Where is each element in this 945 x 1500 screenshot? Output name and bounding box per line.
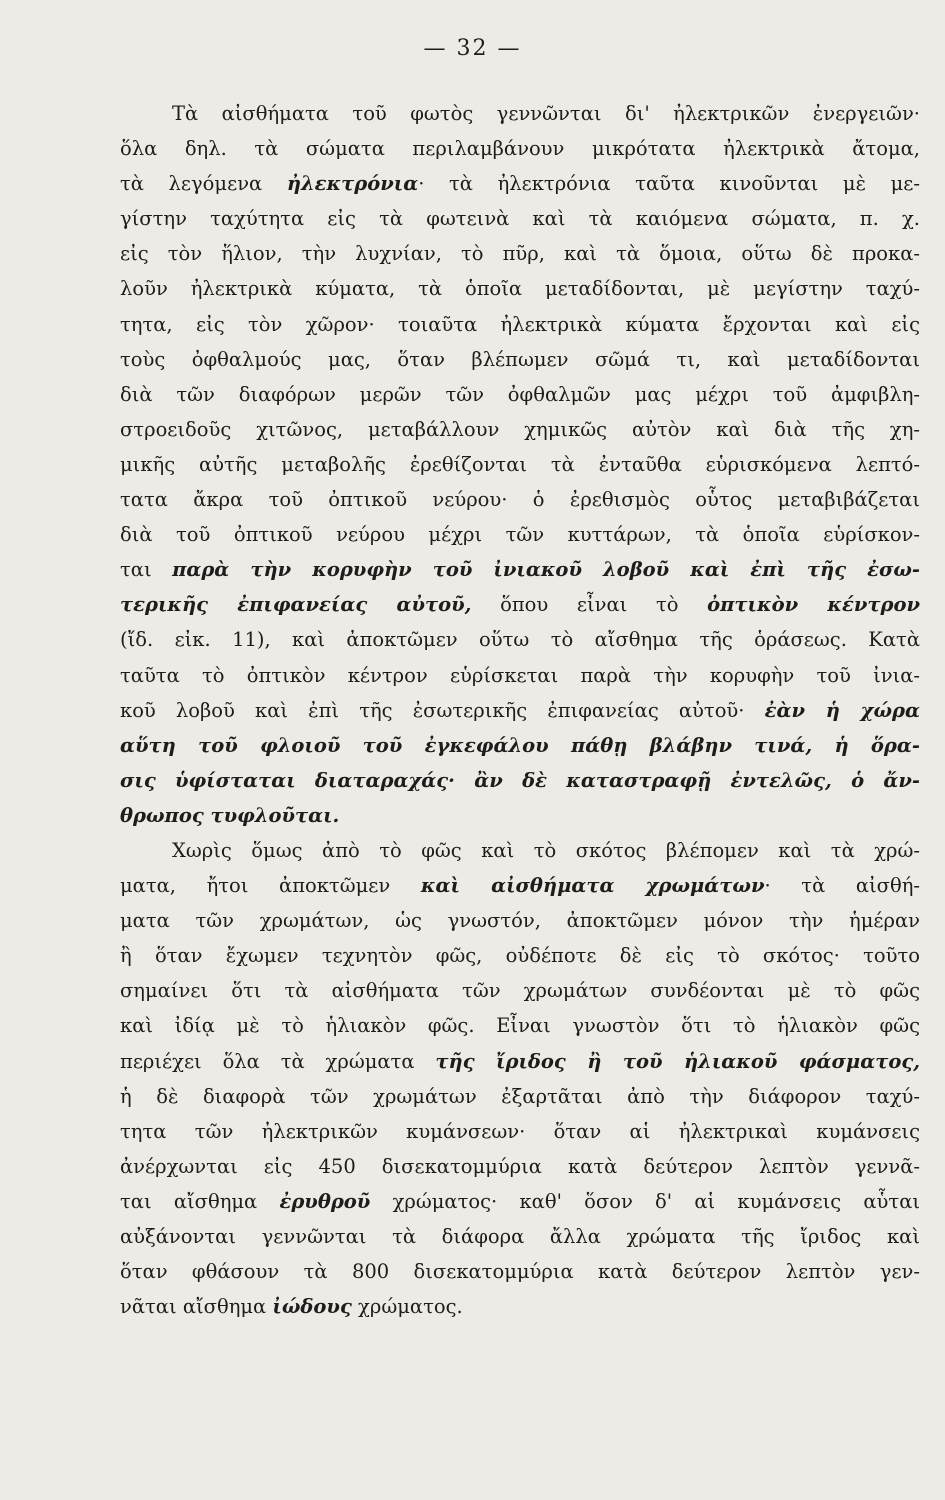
text-line — [120, 1044, 920, 1079]
text-segment: ταῦτα τὸ ὀπτικὸν κέντρον εὑρίσκεται παρὰ τὴν κορυφὴν τοῦ ἰνια- — [120, 663, 920, 687]
text-segment: · τὰ ἠλεκτρόνια ταῦτα κινοῦνται μὲ με- — [418, 172, 920, 196]
text-line — [120, 271, 920, 306]
emphasized-text: σις ὑφίσταται διαταραχάς· ἂν δὲ καταστραφῇ ἐντελῶς, ὁ ἄν- — [120, 768, 920, 792]
text-line — [120, 1254, 920, 1289]
text-line — [120, 658, 920, 693]
text-segment: διὰ τῶν διαφόρων μερῶν τῶν ὀφθαλμῶν μας μέχρι τοῦ ἀμφιβλη- — [120, 382, 920, 406]
text-segment: μικῆς αὐτῆς μεταβολῆς ἐρεθίζονται τὰ ἐνταῦθα εὑρισκόμενα λεπτό- — [120, 452, 920, 476]
text-segment: κοῦ λοβοῦ καὶ ἐπὶ τῆς ἐσωτερικῆς ἐπιφανείας αὐτοῦ· — [120, 698, 765, 722]
text-segment: νᾶται αἴσθημα — [120, 1295, 273, 1319]
text-line — [120, 236, 920, 271]
text-segment: ἢ ὅταν ἔχωμεν τεχνητὸν φῶς, οὐδέποτε δὲ εἰς τὸ σκότος· τοῦτο — [120, 944, 920, 968]
emphasized-text: θρωπος τυφλοῦται. — [120, 803, 340, 827]
text-line — [120, 1008, 920, 1043]
text-line — [120, 377, 920, 412]
text-line — [120, 307, 920, 342]
text-segment: αὐξάνονται γεννῶνται τὰ διάφορα ἄλλα χρώματα τῆς ἴριδος καὶ — [120, 1225, 920, 1248]
text-line — [120, 1079, 920, 1114]
text-segment: Χωρὶς ὅμως ἀπὸ τὸ φῶς καὶ τὸ σκότος βλέπομεν καὶ τὰ χρώ- — [172, 838, 920, 862]
text-segment: ματα τῶν χρωμάτων, ὡς γνωστόν, ἀποκτῶμεν μόνον τὴν ἡμέραν — [120, 909, 920, 933]
text-line — [120, 587, 920, 622]
text-segment: γίστην ταχύτητα εἰς τὰ φωτεινὰ καὶ τὰ καιόμενα σώματα, π. χ. — [120, 207, 920, 231]
text-segment: τητα τῶν ἠλεκτρικῶν κυμάνσεων· ὅταν αἱ ἠλεκτρικαὶ κυμάνσεις — [120, 1119, 920, 1143]
text-line — [120, 903, 920, 938]
text-line — [120, 693, 920, 728]
emphasized-text: τῆς ἴριδος ἢ τοῦ ἡλιακοῦ φάσματος, — [435, 1049, 920, 1073]
text-segment: ἡ δὲ διαφορὰ τῶν χρωμάτων ἐξαρτᾶται ἀπὸ τὴν διάφορον ταχύ- — [120, 1084, 920, 1108]
emphasized-text: ἠλεκτρόνια — [286, 172, 419, 196]
text-line — [120, 517, 920, 552]
text-line — [120, 868, 920, 903]
text-line — [120, 552, 920, 587]
emphasized-text: τερικῆς ἐπιφανείας αὐτοῦ, — [120, 593, 472, 617]
text-segment: τατα ἄκρα τοῦ ὀπτικοῦ νεύρου· ὁ ἐρεθισμὸς οὗτος μεταβιβάζεται — [120, 488, 920, 512]
text-segment: σημαίνει ὅτι τὰ αἰσθήματα τῶν χρωμάτων συνδέονται μὲ τὸ φῶς — [120, 979, 920, 1003]
emphasized-text: ὀπτικὸν κέντρον — [707, 593, 921, 617]
text-line — [120, 763, 920, 798]
text-segment: χρώματος. — [351, 1295, 463, 1319]
text-line — [120, 798, 920, 833]
text-segment: τητα, εἰς τὸν χῶρον· τοιαῦτα ἠλεκτρικὰ κύματα ἔρχονται καὶ εἰς — [120, 312, 920, 336]
text-line — [120, 1114, 920, 1149]
text-segment: στροειδοῦς χιτῶνος, μεταβάλλουν χημικῶς αὐτὸν καὶ διὰ τῆς χη- — [120, 417, 920, 441]
text-line — [120, 482, 920, 517]
text-segment: ὅλα δηλ. τὰ σώματα περιλαμβάνουν μικρότατα ἠλεκτρικὰ ἄτομα, — [120, 137, 920, 161]
text-line — [120, 447, 920, 482]
text-segment: Τὰ αἰσθήματα τοῦ φωτὸς γεννῶνται δι' ἠλεκτρικῶν ἐνεργειῶν· — [172, 102, 920, 125]
emphasized-text: παρὰ τὴν κορυφὴν τοῦ ἰνιακοῦ λοβοῦ καὶ ἐπὶ τῆς ἐσω- — [172, 558, 920, 582]
text-segment: (ἴδ. εἰκ. 11), καὶ ἀποκτῶμεν οὕτω τὸ αἴσθημα τῆς ὁράσεως. Κατὰ — [120, 628, 920, 652]
text-line — [120, 1149, 920, 1184]
text-line — [120, 1289, 920, 1324]
emphasized-text: αὕτη τοῦ φλοιοῦ τοῦ ἐγκεφάλου πάθῃ βλάβην τινά, ἡ ὅρα- — [120, 733, 920, 757]
text-segment: ὅταν φθάσουν τὰ 800 δισεκατομμύρια κατὰ δεύτερον λεπτὸν γεν- — [120, 1260, 920, 1284]
text-segment: χρώματος· καθ' ὅσον δ' αἱ κυμάνσεις αὗται — [370, 1189, 921, 1213]
text-segment: τοὺς ὀφθαλμούς μας, ὅταν βλέπωμεν σῶμά τι, καὶ μεταδίδονται — [120, 347, 920, 371]
text-line — [120, 201, 920, 236]
text-line — [120, 96, 920, 131]
text-segment: ται αἴσθημα — [120, 1189, 280, 1213]
text-line — [120, 342, 920, 377]
text-segment: διὰ τοῦ ὀπτικοῦ νεύρου μέχρι τῶν κυττάρων, τὰ ὁποῖα εὑρίσκον- — [120, 523, 920, 547]
text-segment: περιέχει ὅλα τὰ χρώματα — [120, 1049, 436, 1073]
emphasized-text: ἐὰν ἡ χώρα — [764, 698, 920, 722]
emphasized-text: καὶ αἰσθήματα χρωμάτων — [420, 874, 765, 898]
text-line — [120, 622, 920, 657]
text-line — [120, 1219, 920, 1254]
text-line — [120, 973, 920, 1008]
text-line — [120, 131, 920, 166]
text-segment: τὰ λεγόμενα — [120, 172, 287, 196]
text-segment: λοῦν ἠλεκτρικὰ κύματα, τὰ ὁποῖα μεταδίδονται, μὲ μεγίστην ταχύ- — [120, 277, 920, 301]
text-line — [120, 728, 920, 763]
emphasized-text: ἰώδους — [272, 1295, 352, 1319]
text-segment: ἀνέρχωνται εἰς 450 δισεκατομμύρια κατὰ δεύτερον λεπτὸν γεννᾶ- — [120, 1154, 920, 1178]
text-segment: ματα, ἤτοι ἀποκτῶμεν — [120, 874, 421, 898]
text-segment: · τὰ αἰσθή- — [764, 874, 920, 898]
text-line — [120, 412, 920, 447]
body-text — [120, 96, 920, 1324]
text-line — [120, 833, 920, 868]
text-segment: ται — [120, 558, 173, 582]
emphasized-text: ἐρυθροῦ — [279, 1189, 371, 1213]
text-segment: ὅπου εἶναι τὸ — [471, 593, 708, 617]
text-line — [120, 1184, 920, 1219]
text-line — [120, 166, 920, 201]
page-number: — 32 — — [423, 36, 522, 61]
text-line — [120, 938, 920, 973]
text-segment: καὶ ἰδίᾳ μὲ τὸ ἡλιακὸν φῶς. Εἶναι γνωστὸν ὅτι τὸ ἡλιακὸν φῶς — [120, 1014, 920, 1038]
text-segment: εἰς τὸν ἥλιον, τὴν λυχνίαν, τὸ πῦρ, καὶ τὰ ὅμοια, οὕτω δὲ προκα- — [120, 242, 920, 266]
